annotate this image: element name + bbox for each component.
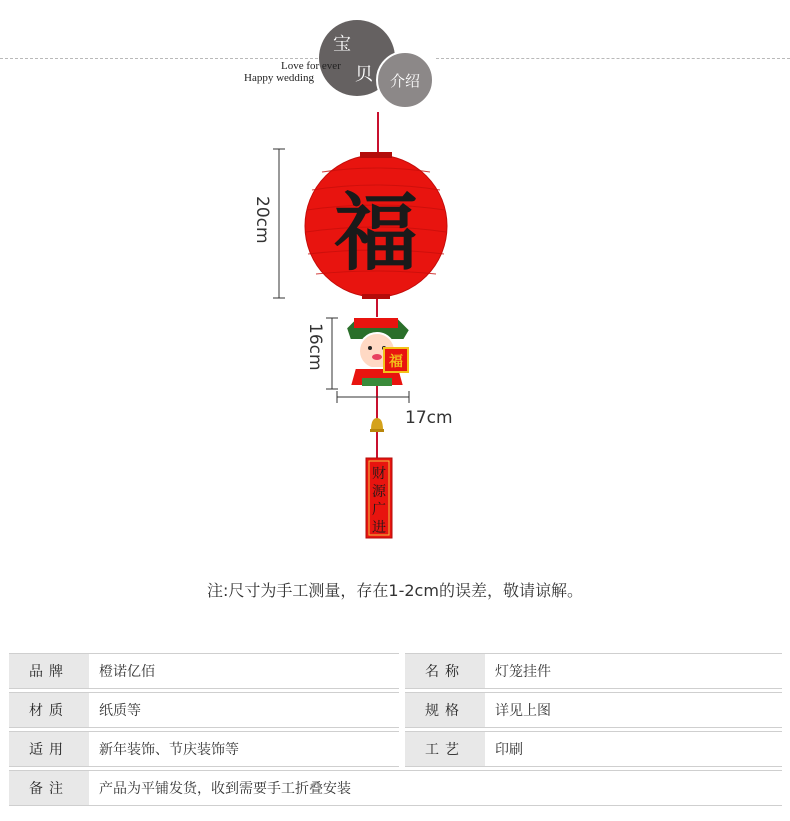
spec-value: 灯笼挂件: [485, 653, 782, 689]
spec-value: 橙诺亿佰: [89, 653, 399, 689]
header-subtitle: 介绍: [389, 72, 420, 90]
blessing-tag: [366, 458, 392, 538]
tag-char-3: 广: [372, 502, 386, 518]
lantern-character: 福: [333, 183, 419, 282]
header-title-2: 贝: [355, 64, 373, 85]
table-row: [9, 653, 782, 689]
tag-char-1: 财: [372, 466, 386, 482]
spec-value: 印刷: [485, 731, 782, 767]
table-row: [9, 692, 782, 728]
spec-label: 备注: [9, 770, 89, 806]
spec-value: 详见上图: [485, 692, 782, 728]
lantern: [305, 152, 447, 299]
spec-value: 产品为平铺发货，收到需要手工折叠安装: [89, 770, 782, 806]
badge-character: 福: [389, 354, 403, 370]
spec-label: 材质: [9, 692, 89, 728]
spec-label: 规格: [405, 692, 485, 728]
header-title-1: 宝: [333, 34, 351, 55]
figure-charm: [346, 318, 410, 386]
spec-label: 品牌: [9, 653, 89, 689]
spec-value: 纸质等: [89, 692, 399, 728]
tag-char-4: 进: [372, 520, 386, 536]
tagline-love: Love for ever: [281, 60, 341, 72]
figure-width-label: 17cm: [405, 408, 453, 428]
measurement-note: 注:尺寸为手工测量，存在1-2cm的误差，敬请谅解。: [207, 581, 583, 600]
spec-label: 名称: [405, 653, 485, 689]
spec-label: 工艺: [405, 731, 485, 767]
figure-height-label: 16cm: [305, 323, 325, 371]
spec-value: 新年装饰、节庆装饰等: [89, 731, 399, 767]
table-row: [9, 770, 782, 806]
bell: [370, 418, 384, 432]
lantern-height-label: 20cm: [252, 196, 272, 244]
tagline-wedding: Happy wedding: [244, 72, 314, 84]
spec-table: [9, 650, 782, 809]
tag-char-2: 源: [372, 484, 386, 500]
table-row: [9, 731, 782, 767]
spec-label: 适用: [9, 731, 89, 767]
